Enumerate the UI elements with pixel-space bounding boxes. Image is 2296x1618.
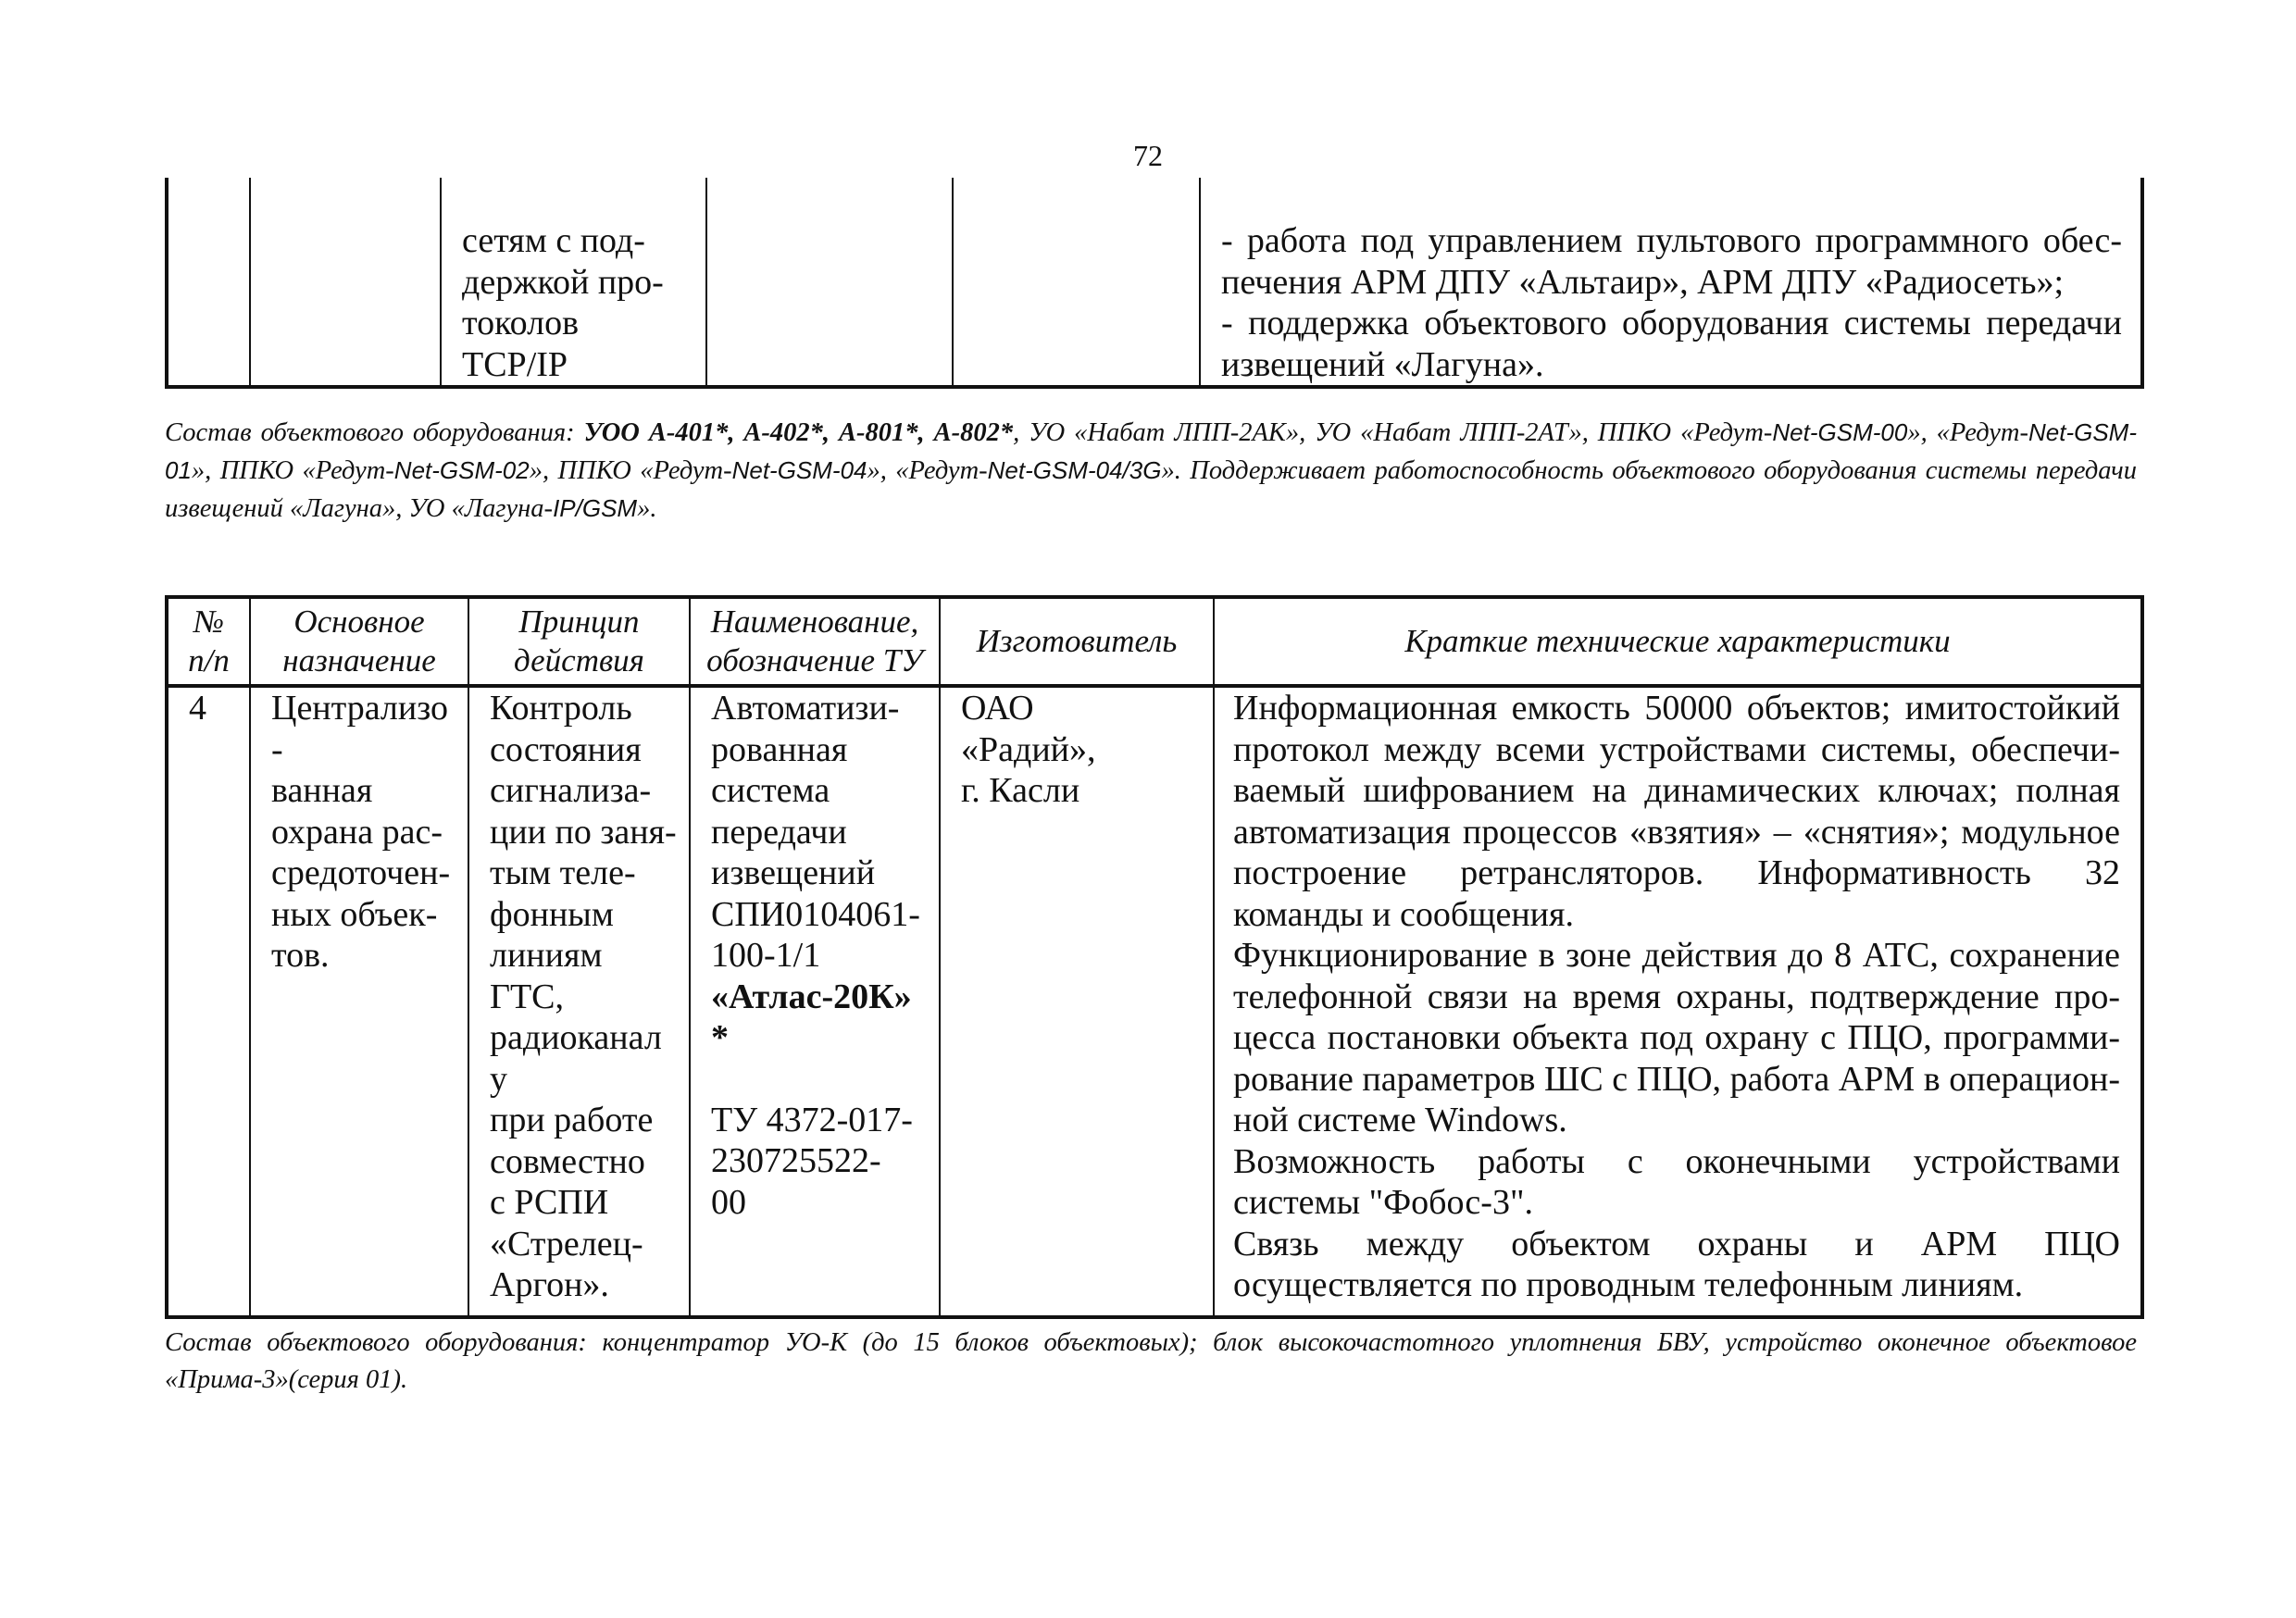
header-characteristics: Краткие технические характеристики [1214,597,2142,686]
note-model: Net-GSM-04/3G [987,456,1162,484]
header-num: № п/п [167,597,250,686]
note-model: Net-GSM-01 [165,418,2137,484]
note-text: Состав объектового оборудования: [165,418,584,447]
note-text: ». Поддерживает работоспособность объектового оборудования системы передачи извещений «Лагуна», УО «Лагуна- [165,456,2137,523]
page-number: 72 [1133,139,1163,172]
characteristic-paragraph: Функционирование в зоне действия до 8 АТС, сохранение телефонной связи на время охраны, подтверждение про-цесса постановки объекта под охрану с ПЦО, программи-рование параметров ШС с ПЦО, работа АРМ в операцион-ной системе Windows. [1233,936,2120,1139]
cell-name [706,178,953,387]
characteristic-paragraph: Связь между объектом охраны и АРМ ПЦО осуществляется по проводным телефонным линиям. [1233,1224,2120,1304]
cell-num [167,178,250,387]
cell-characteristics [1214,686,2142,1317]
header-purpose: Основное назначение [250,597,468,686]
cell-characteristics [1200,178,2142,387]
characteristic-line: - поддержка объектового оборудования системы передачи извещений «Лагуна». [1221,304,2122,384]
note-text: », ППКО «Редут- [191,456,394,485]
note-model: Net-GSM-02 [393,456,530,484]
equipment-note [165,414,2137,528]
note-model: IP/GSM [553,494,638,522]
system-name: Автоматизи- рованная система передачи извещений СПИ0104061- 100-1/1 [711,689,920,975]
spacer [711,1059,928,1100]
header-name: Наименование, обозначение ТУ [690,597,940,686]
note-model: Net-GSM-00 [1772,418,1908,446]
header-principle: Принцип действия [468,597,690,686]
note-text: », ППКО «Редут- [529,456,732,485]
note-text: , УО «Набат ЛПП-2АК», УО «Набат ЛПП-2АТ», ППКО «Редут- [1013,418,1773,447]
note-text: ». [637,494,657,523]
characteristic-paragraph: Возможность работы с оконечными устройствами системы "Фобос-3". [1233,1141,2120,1222]
cell-num: 4 [167,686,250,1317]
cell-purpose [250,178,441,387]
system-brand: «Атлас-20К»* [711,977,912,1057]
cell-manufacturer: ОАО «Радий», г. Касли [940,686,1214,1317]
note-bold-models: УОО А-401*, А-402*, А-801*, А-802* [583,418,1014,447]
note-text: », «Редут- [1907,418,2028,447]
cell-manufacturer [953,178,1200,387]
header-manufacturer: Изготовитель [940,597,1214,686]
table-row [167,686,2142,1317]
continuation-table [165,178,2144,389]
equipment-table [165,595,2144,1319]
equipment-note-2: Состав объектового оборудования: концентратор УО-К (до 15 блоков объектовых); блок высокочастотного уплотнения БВУ, устройство оконечное объектовое «Прима-3»(серия 01). [165,1328,2137,1394]
note-model: Net-GSM-04 [731,456,867,484]
tu-designation: ТУ 4372-017- 230725522- 00 [711,1100,913,1222]
table-header-row [167,597,2142,686]
cell-purpose: Централизо- ванная охрана рас- средоточен- ных объек- тов. [250,686,468,1317]
cell-principle: сетям с под- держкой про- токолов TCP/IP [441,178,706,387]
characteristic-paragraph: Информационная емкость 50000 объектов; имитостойкий протокол между всеми устройствами системы, обеспечи-ваемый шифрованием на динамических ключах; полная автоматизация процессов «взятия» – «снятия»; модульное построение ретрансляторов. Информативность 32 команды и сообщения. [1233,689,2120,934]
table-row [167,178,2142,387]
cell-name [690,686,940,1317]
note-text: », «Редут- [867,456,988,485]
cell-principle: Контроль состояния сигнализа- ции по заня- тым теле- фонным линиям ГТС, радиоканалу при работе совместно с РСПИ «Стрелец- Аргон». [468,686,690,1317]
characteristic-line: - работа под управлением пультового программного обес-печения АРМ ДПУ «Альтаир», АРМ ДПУ «Радиосеть»; [1221,221,2122,302]
